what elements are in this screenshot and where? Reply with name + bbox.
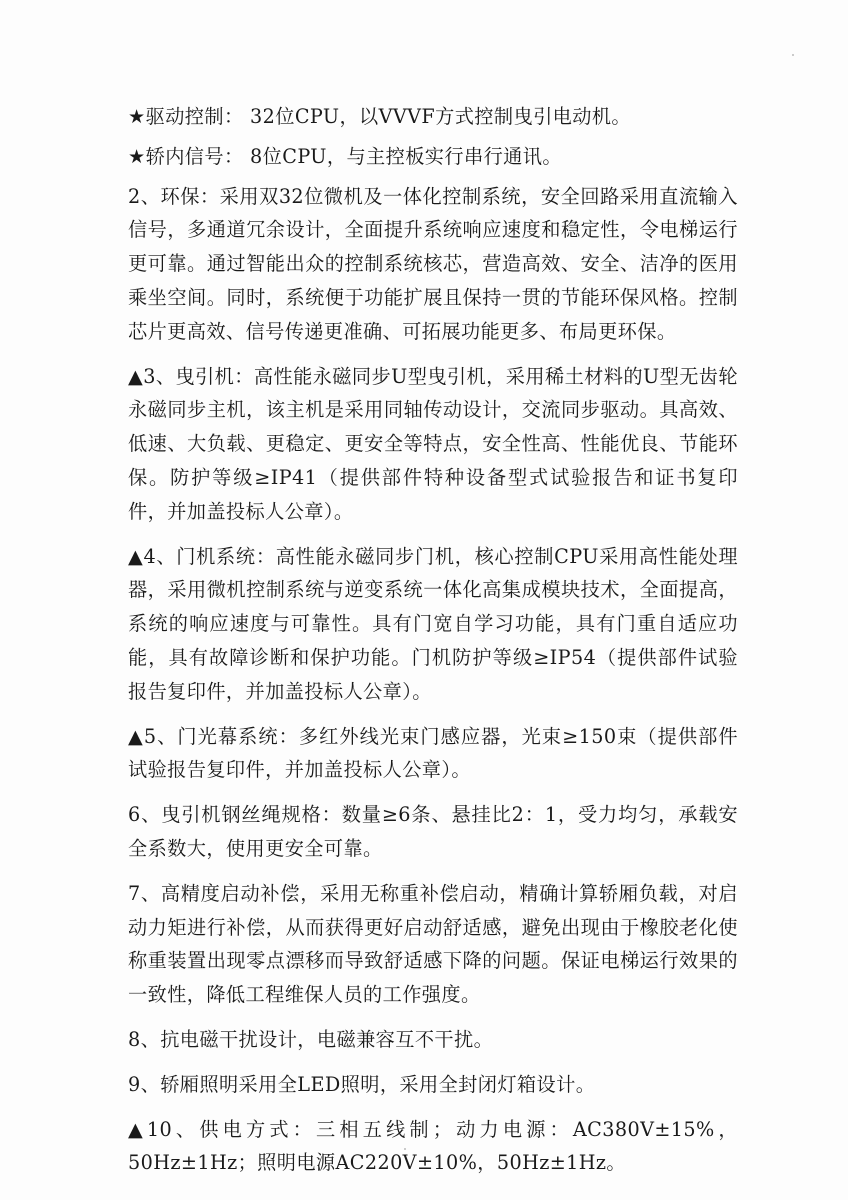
spec-item-text: 轿内信号： 8位CPU，与主控板实行串行通讯。 [145, 144, 562, 168]
spec-item-drive-control [128, 100, 738, 134]
spec-item-door-machine [128, 540, 738, 709]
scan-speck [792, 54, 794, 56]
star-marker-icon: ★ [128, 105, 146, 128]
spec-item-text: 10、供电方式：三相五线制；动力电源：AC380V±15%，50Hz±1Hz；照明电源AC220V±10%，50Hz±1Hz。 [128, 1117, 738, 1175]
spec-item-text: 5、门光幕系统：多红外线光束门感应器，光束≥150束（提供部件试验报告复印件，并加盖投标人公章）。 [128, 724, 738, 782]
star-marker-icon: ★ [128, 144, 146, 168]
spec-item-text: 驱动控制： 32位CPU，以VVVF方式控制曳引电动机。 [145, 105, 632, 128]
spec-item-text: 6、曳引机钢丝绳规格：数量≥6条、悬挂比2：1，受力均匀，承载安全系数大，使用更安全可靠。 [128, 803, 738, 860]
spec-item-light-curtain [128, 720, 738, 788]
spec-item-text: 4、门机系统：高性能永磁同步门机，核心控制CPU采用高性能处理器，采用微机控制系统与逆变系统一体化高集成模块技术，全面提高，系统的响应速度与可靠性。具有门宽自学习功能，具有门重自适应功能，具有故障诊断和保护功能。门机防护等级≥IP54（提供部件试验报告复印件，并加盖投标人公章）。 [128, 544, 739, 703]
spec-item-car-lighting [128, 1068, 738, 1102]
triangle-marker-icon: ▲ [128, 364, 144, 388]
spec-item-text: 2、环保：采用双32位微机及一体化控制系统，安全回路采用直流输入信号，多通道冗余设计，全面提升系统响应速度和稳定性，令电梯运行更可靠。通过智能出众的控制系统核芯，营造高效、安全、洁净的医用乘坐空间。同时，系统便于功能扩展且保持一贯的节能环保风格。控制芯片更高效、信号传递更准确、可拓展功能更多、布局更环保。 [128, 184, 738, 343]
spec-item-car-signal [128, 140, 738, 174]
spec-item-text: 7、高精度启动补偿，采用无称重补偿启动，精确计算轿厢负载，对启动力矩进行补偿，从而获得更好启动舒适感，避免出现由于橡胶老化使称重装置出现零点漂移而导致舒适感下降的问题。保证电梯运行效果的一致性，降低工程维保人员的工作强度。 [128, 881, 738, 1007]
document-body [128, 100, 738, 1191]
spec-item-text: 9、轿厢照明采用全LED照明，采用全封闭灯箱设计。 [128, 1072, 596, 1096]
spec-item-text: 8、抗电磁干扰设计，电磁兼容互不干扰。 [128, 1027, 494, 1051]
triangle-marker-icon: ▲ [128, 724, 144, 748]
spec-item-start-compensation [128, 877, 738, 1012]
spec-item-power-supply [128, 1113, 738, 1181]
spec-item-text: 3、曳引机：高性能永磁同步U型曳引机，采用稀土材料的U型无齿轮永磁同步主机，该主机是采用同轴传动设计，交流同步驱动。具高效、低速、大负载、更稳定、更安全等特点，安全性高、性能优良、节能环保。防护等级≥IP41（提供部件特种设备型式试验报告和证书复印件，并加盖投标人公章）。 [128, 364, 739, 523]
triangle-marker-icon: ▲ [128, 544, 144, 568]
spec-item-emi-design [128, 1023, 738, 1057]
triangle-marker-icon: ▲ [128, 1117, 147, 1141]
spec-item-traction-machine [128, 360, 738, 529]
spec-item-environmental [128, 180, 738, 349]
spec-item-wire-rope [128, 798, 738, 866]
